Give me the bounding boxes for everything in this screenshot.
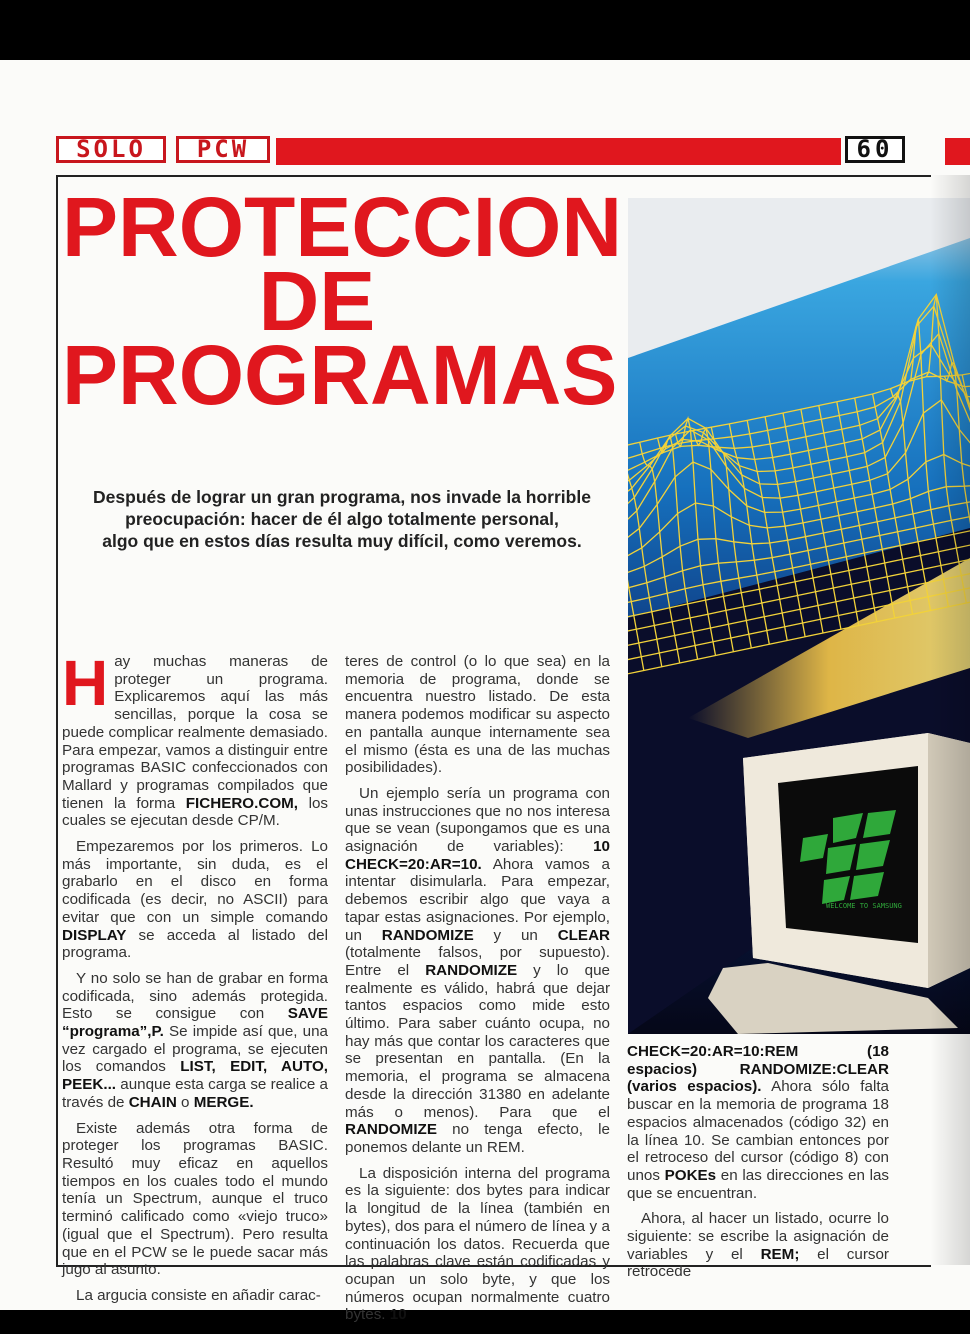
section-label-solo: SOLO: [56, 136, 166, 163]
text-column-1: [62, 647, 328, 1313]
title-line-3: PROGRAMAS: [62, 328, 618, 422]
paragraph: La disposición interna del programa es la siguiente: dos bytes para indicar la longitud de la línea (también en bytes), dos para el número de línea y a continuación los datos. Recuerda que las palabras clave están codificadas y ocupan un solo byte, y que los números ocupan normalmente cuatro bytes. 10: [345, 1164, 610, 1324]
lead-line-1: Después de lograr un gran programa, nos invade la horrible: [93, 487, 591, 507]
frame-top-rule: [56, 175, 931, 177]
paragraph: Empezaremos por los primeros. Lo más importante, sin duda, es el grabarlo en el disco en forma codificada (es decir, no ASCII) para evitar que con un simple comando DISPLAY se acceda al listado del programa.: [62, 838, 328, 962]
paragraph: teres de control (o lo que sea) en la memoria de programa, donde se encuentra nuestro listado. De esta manera podemos modificar su aspecto en pantalla aunque internamente sea el mismo (ésta es una de las muchas posibilidades).: [345, 653, 610, 777]
text-column-2: [345, 653, 610, 1332]
illustration-svg: [628, 198, 970, 1034]
header-red-band-right: [945, 138, 970, 165]
page-number: 60: [845, 136, 905, 163]
section-label-pcw: PCW: [176, 136, 270, 163]
header-red-band: [276, 138, 841, 165]
lead-line-2: preocupación: hacer de él algo totalmente personal,: [125, 509, 559, 529]
paragraph: Existe además otra forma de proteger los programas BASIC. Resultó muy eficaz en aquellos tiempos en los cuales todo el mundo tenía un Spectrum, aunque el truco terminó calificado como «viejo truco» (igual que el Spectrum). Pero resulta que en el PCW se le puede sacar más jugo al asunto.: [62, 1119, 328, 1279]
paragraph: La argucia consiste en añadir carac-: [76, 1286, 321, 1304]
title-line-2: DE: [258, 254, 376, 348]
paragraph: CHECK=20:AR=10:REM (18 espacios) RANDOMIZE:CLEAR (varios espacios). Ahora sólo falta buscar en la memoria de programa 18 espacios almacenados (código 32) en la línea 10. Se cambian entonces por el retroceso del cursor (código 8) con unos POKEs en las direcciones en las que se encuentran.: [627, 1043, 889, 1202]
paragraph: Hay muchas maneras de proteger un programa. Explicaremos aquí las más sencillas, porque la cosa se puede complicar realmente demasiado. Para empezar, vamos a distinguir entre programas BASIC confeccionados con Mallard y programas compilados que tienen la forma FICHERO.COM, los cuales se ejecutan desde CP/M.: [62, 647, 328, 830]
article-title: [62, 180, 623, 422]
drop-cap: H: [62, 647, 109, 719]
text-column-3: [627, 1043, 889, 1289]
screen-welcome-text: WELCOME TO SAMSUNG: [826, 902, 902, 910]
frame-left-rule: [56, 175, 58, 1265]
scan-top-border: [0, 0, 970, 60]
paragraph: Ahora, al hacer un listado, ocurre lo siguiente: se escribe la asignación de variables y el REM; el cursor retrocede: [627, 1210, 889, 1281]
title-line-1: PROTECCION: [62, 180, 623, 274]
paragraph: Y no solo se han de grabar en forma codificada, sino además protegida. Esto se consigue con SAVE “programa”,P. Se impide así que, una vez cargado el programa, se ejecuten los comandos LIST, EDIT, AUTO, PEEK... aunque esta carga se realice a través de CHAIN o MERGE.: [62, 969, 328, 1111]
lead-line-3: algo que en estos días resulta muy difícil, como veremos.: [102, 531, 582, 551]
wireframe-computer-illustration: [628, 198, 970, 1034]
article-lead: [88, 486, 596, 552]
paragraph: Un ejemplo sería un programa con unas instrucciones que no nos interesa que se vean (supongamos que es una asignación de variables): 10 CHECK=20:AR=10. Ahora vamos a intentar disimularla. Para empezar, debemos escribir algo que vaya a tapar estas asignaciones. Por ejemplo, un RANDOMIZE y un CLEAR (totalmente falsos, por supuesto). Entre el RANDOMIZE y lo que realmente es válido, habrá que dejar tantos espacios como mide esto último. Para saber cuánto ocupa, no hay más que contar los caracteres que se presentan en pantalla. (En la memoria, el programa se almacena desde la dirección 31380 en adelante más o menos). Para que el RANDOMIZE no tenga efecto, le ponemos delante un REM.: [345, 784, 610, 1156]
